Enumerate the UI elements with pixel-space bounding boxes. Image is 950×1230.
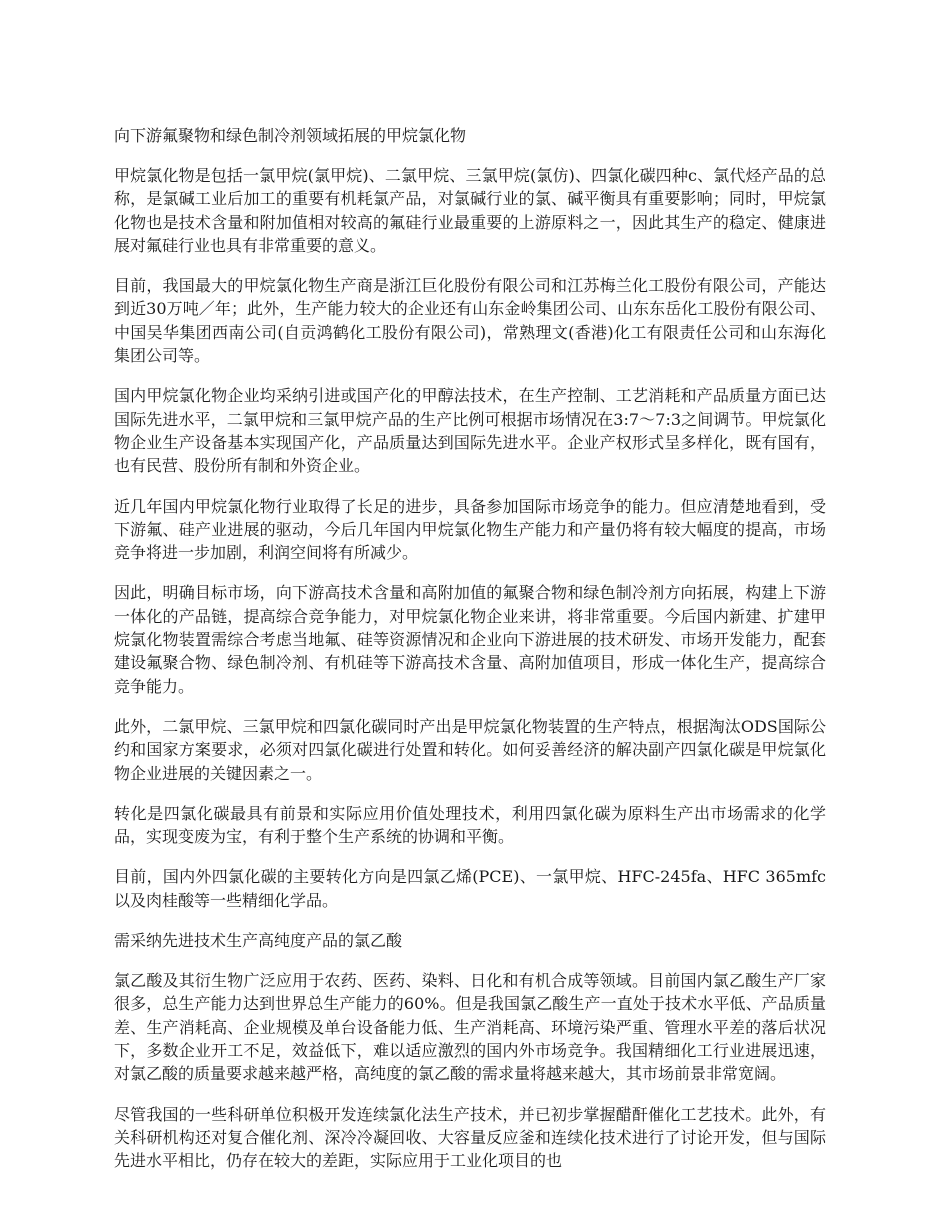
paragraph-producers: 目前，我国最大的甲烷氯化物生产商是浙江巨化股份有限公司和江苏梅兰化工股份有限公司，产能达到近30万吨／年；此外，生产能力较大的企业还有山东金岭集团公司、山东东岳化工股份有限公司、中国吴华集团西南公司(自贡鸿鹤化工股份有限公司)，常熟理文(香港)化工有限责任公司和山东海化集团公司等。 (114, 276, 826, 366)
paragraph-target-market: 因此，明确目标市场，向下游高技术含量和高附加值的氟聚合物和绿色制冷剂方向拓展，构建上下游一体化的产品链，提高综合竞争能力，对甲烷氯化物企业来讲，将非常重要。今后国内新建、扩建甲烷氯化物装置需综合考虑当地氟、硅等资源情况和企业向下游进展的技术研发、市场开发能力，配套建设氟聚合物、绿色制冷剂、有机硅等下游高技术含量、高附加值项目，形成一体化生产，提高综合竞争能力。 (114, 583, 826, 696)
section-heading-chloroacetic-acid: 需采纳先进技术生产高纯度产品的氯乙酸 (114, 931, 403, 951)
paragraph-byproducts: 此外，二氯甲烷、三氯甲烷和四氯化碳同时产出是甲烷氯化物装置的生产特点，根据淘汰ODS国际公约和国家方案要求，必须对四氯化碳进行处置和转化。如何妥善经济的解决副产四氯化碳是甲烷氯化物企业进展的关键因素之一。 (114, 716, 826, 783)
section-heading-methane-chlorides: 向下游氟聚物和绿色制冷剂领域拓展的甲烷氯化物 (114, 126, 467, 145)
paragraph-conversion: 转化是四氯化碳最具有前景和实际应用价值处理技术，利用四氯化碳为原料生产出市场需求的化学品，实现变废为宝，有利于整个生产系统的协调和平衡。 (114, 803, 826, 847)
paragraph-chloroacetic-research: 尽管我国的一些科研单位积极开发连续氯化法生产技术，并已初步掌握醋酐催化工艺技术。此外，有关科研机构还对复合催化剂、深冷冷凝回收、大容量反应釜和连续化技术进行了讨论开发，但与国际先进水平相比，仍存在较大的差距，实际应用于工业化项目的也 (114, 1104, 826, 1171)
paragraph-technology: 国内甲烷氯化物企业均采纳引进或国产化的甲醇法技术，在生产控制、工艺消耗和产品质量方面已达国际先进水平，二氯甲烷和三氯甲烷产品的生产比例可根据市场情况在3:7～7:3之间调节。甲烷氯化物企业生产设备基本实现国产化，产品质量达到国际先进水平。企业产权形式呈多样化，既有国有，也有民营、股份所有制和外资企业。 (114, 386, 826, 476)
paragraph-definition: 甲烷氯化物是包括一氯甲烷(氯甲烷)、二氯甲烷、三氯甲烷(氯仿)、四氯化碳四种c、氯代烃产品的总称，是氯碱工业后加工的重要有机耗氯产品，对氯碱行业的氯、碱平衡具有重要影响；同时，甲烷氯化物也是技术含量和附加值相对较高的氟硅行业最重要的上游原料之一，因此其生产的稳定、健康进展对氟硅行业也具有非常重要的意义。 (114, 166, 826, 255)
paragraph-progress: 近几年国内甲烷氯化物行业取得了长足的进步，具备参加国际市场竞争的能力。但应清楚地看到，受下游氟、硅产业进展的驱动，今后几年国内甲烷氯化物生产能力和产量仍将有较大幅度的提高，市场竞争将进一步加剧，利润空间将有所减少。 (114, 496, 826, 563)
paragraph-chloroacetic-market: 氯乙酸及其衍生物广泛应用于农药、医药、染料、日化和有机合成等领域。目前国内氯乙酸生产厂家很多，总生产能力达到世界总生产能力的60%。但是我国氯乙酸生产一直处于技术水平低、产品质量差、生产消耗高、企业规模及单台设备能力低、生产消耗高、环境污染严重、管理水平差的落后状况下，多数企业开工不足，效益低下，难以适应激烈的国内外市场竞争。我国精细化工行业进展迅速，对氯乙酸的质量要求越来越严格，高纯度的氯乙酸的需求量将越来越大，其市场前景非常宽阔。 (114, 971, 826, 1084)
document-body (114, 124, 826, 1189)
paragraph-conversion-directions: 目前，国内外四氯化碳的主要转化方向是四氯乙烯(PCE)、一氯甲烷、HFC-245fa、HFC 365mfc以及肉桂酸等一些精细化学品。 (114, 867, 826, 910)
